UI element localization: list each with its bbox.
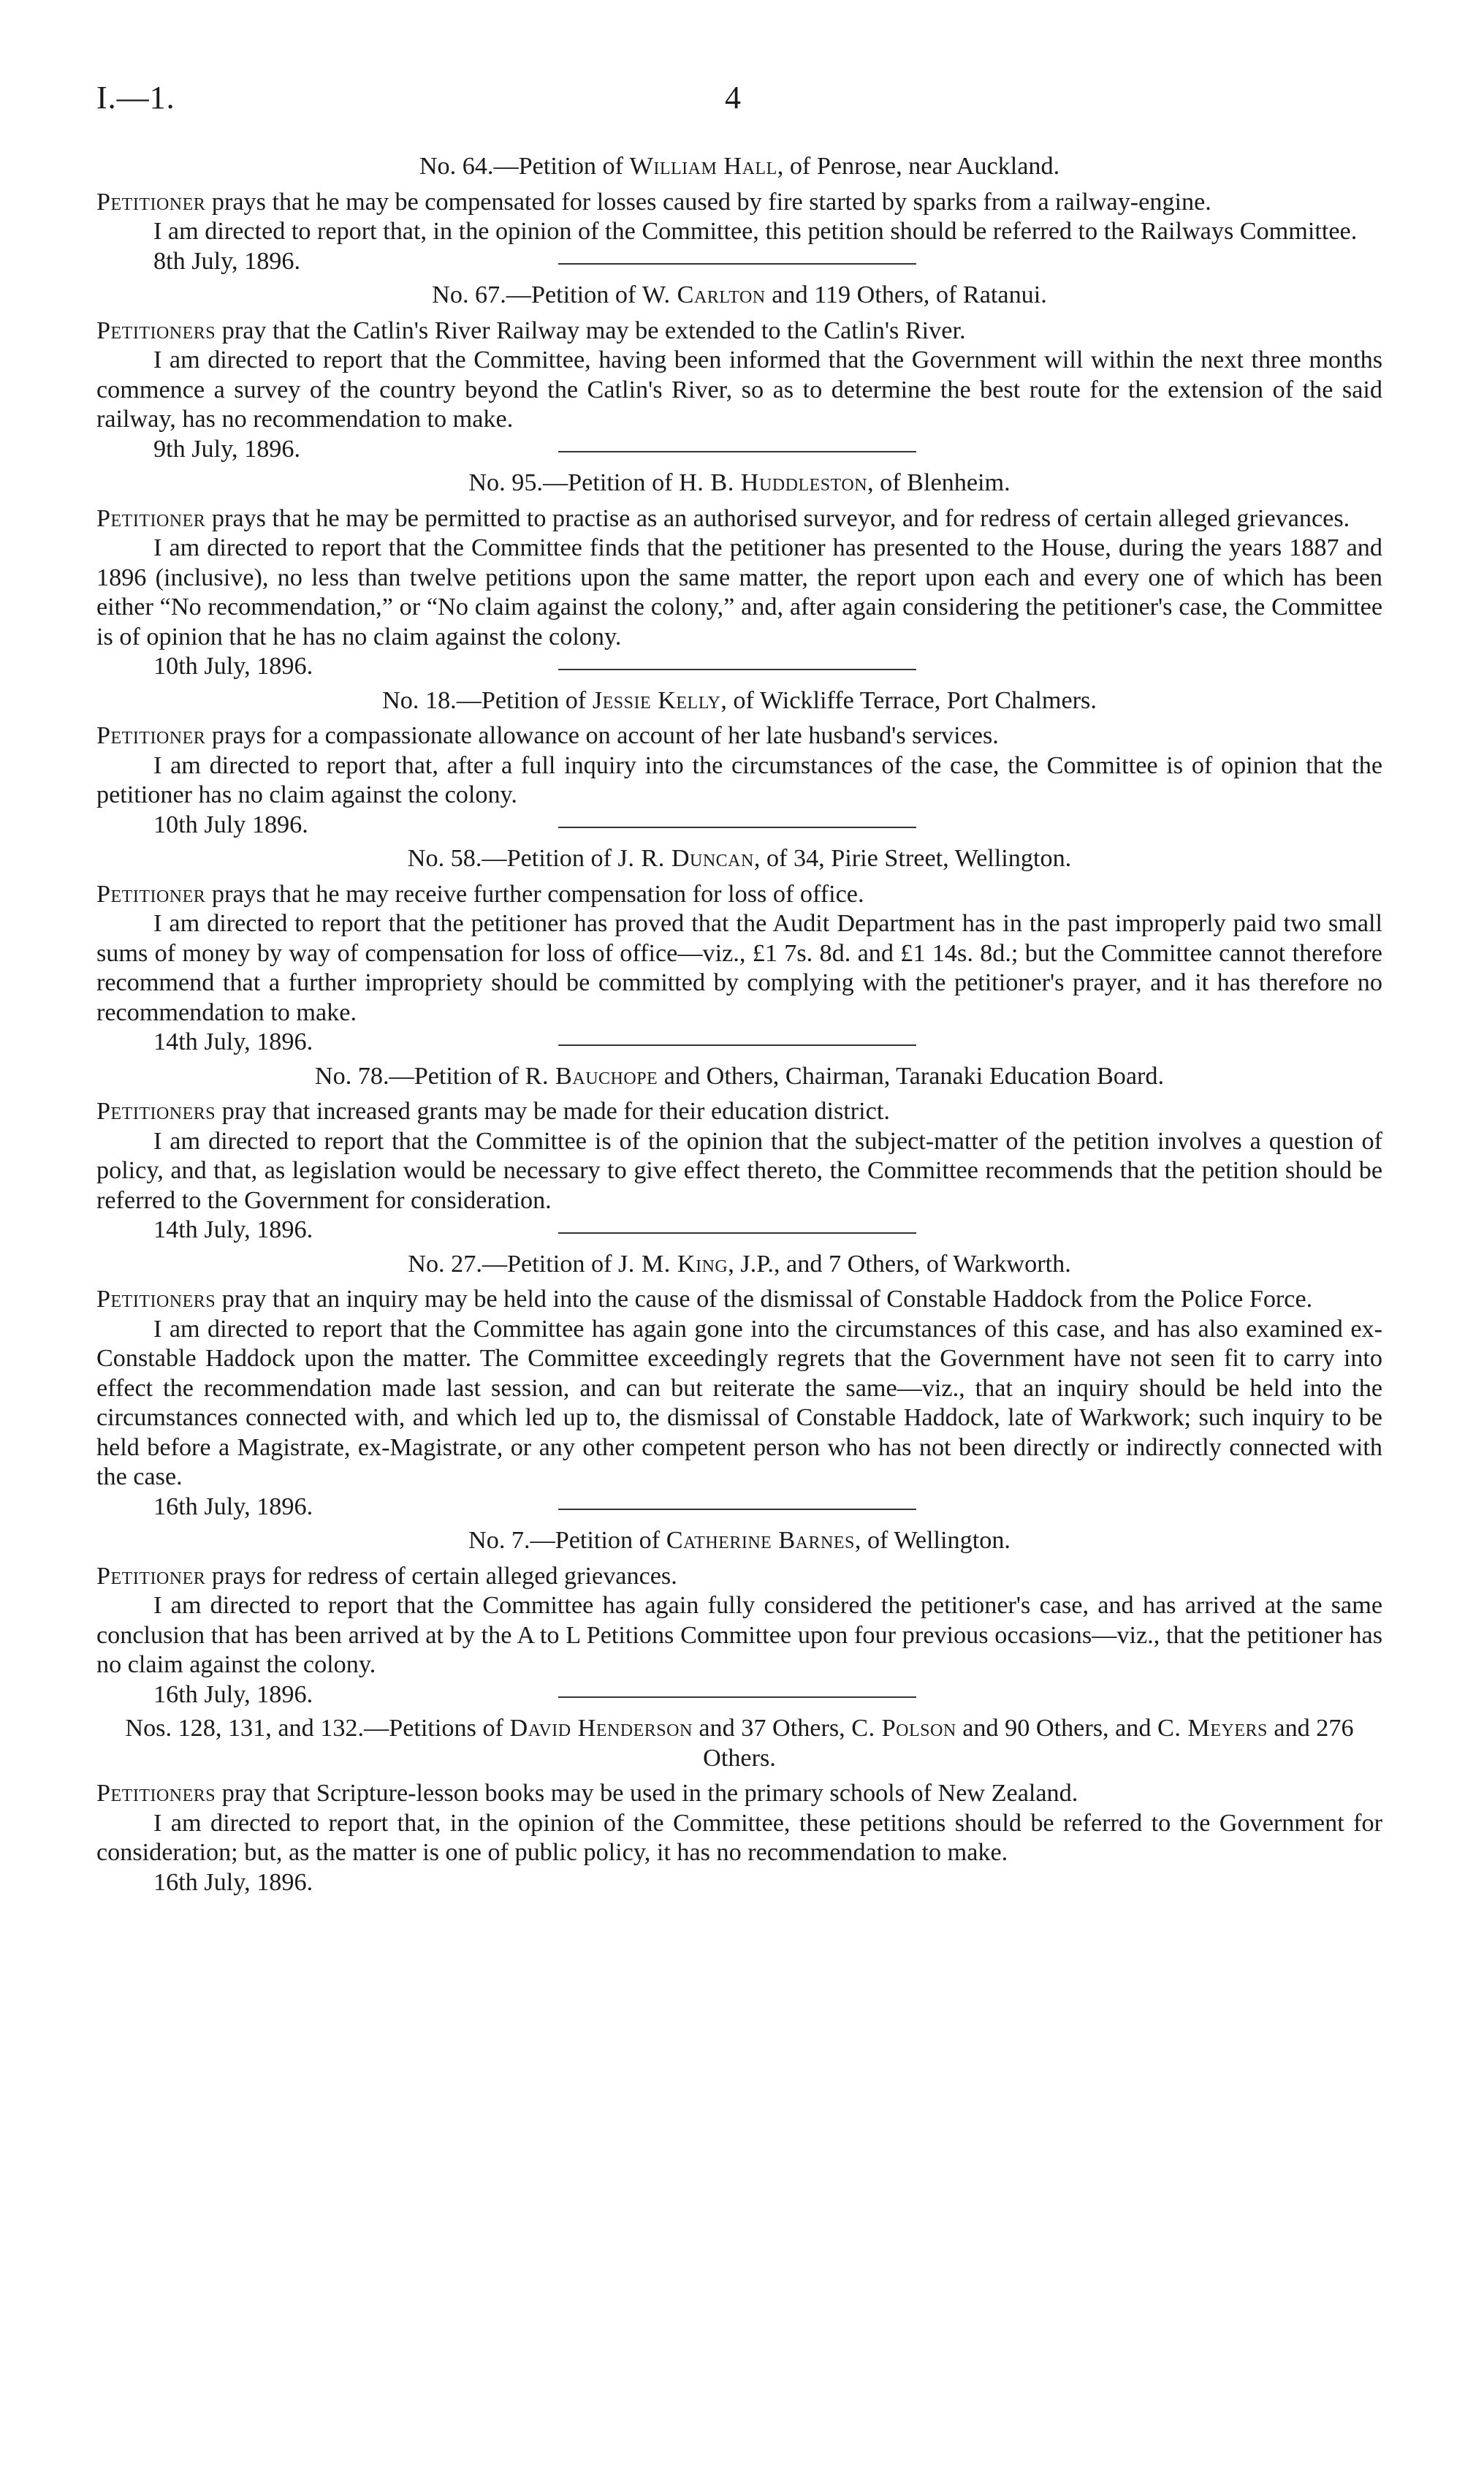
section-divider bbox=[558, 669, 916, 670]
text-fragment: No. 64.—Petition of bbox=[419, 153, 630, 180]
text-fragment: Petitioner bbox=[96, 504, 206, 532]
petition-title bbox=[96, 281, 1382, 311]
committee-report: I am directed to report that the Committee, having been informed that the Government will within the next three months commence a survey of the country beyond the Catlin's River, so as to determine the best route for the extension of the said railway, has no recommendation to make. bbox=[96, 346, 1382, 433]
petitioner-name: R. Bauchope bbox=[525, 1062, 658, 1090]
petition-entry bbox=[96, 844, 1382, 1055]
petition-title bbox=[96, 1714, 1382, 1773]
committee-report: I am directed to report that, in the opinion of the Committee, these petitions should be referred to the Government for consideration; but, as the matter is one of public policy, it has no recommendation to make. bbox=[96, 1809, 1382, 1866]
committee-report: I am directed to report that, after a full inquiry into the circumstances of the case, the Committee is of opinion that the petitioner has no claim against the colony. bbox=[96, 751, 1382, 808]
text-fragment: pray that increased grants may be made for their education district. bbox=[216, 1098, 890, 1125]
text-fragment: and 276 Others. bbox=[703, 1715, 1354, 1772]
petitioner-name: J. R. Duncan bbox=[617, 845, 754, 872]
report-date: 16th July, 1896. bbox=[153, 1868, 313, 1896]
petition-prayer bbox=[96, 721, 1382, 751]
text-fragment: Petitioners bbox=[96, 316, 216, 344]
petition-prayer bbox=[96, 316, 1382, 346]
text-fragment: , J.P., and 7 Others, of Warkworth. bbox=[728, 1250, 1071, 1278]
text-fragment: No. 78.—Petition of bbox=[314, 1062, 525, 1090]
document-body bbox=[96, 152, 1382, 1897]
petition-entry bbox=[96, 469, 1382, 680]
text-fragment: Nos. 128, 131, and 132.—Petitions of bbox=[125, 1715, 510, 1742]
petition-prayer bbox=[96, 1097, 1382, 1127]
section-divider bbox=[558, 1696, 916, 1698]
petition-entry bbox=[96, 1526, 1382, 1708]
text-fragment: Petitioners bbox=[96, 1286, 216, 1313]
text-fragment: and 119 Others, of Ratanui. bbox=[765, 281, 1047, 308]
petitioner-name: Jessie Kelly bbox=[592, 686, 721, 714]
report-date: 9th July, 1896. bbox=[153, 435, 301, 463]
committee-report: I am directed to report that the Committee is of the opinion that the subject-matter of the petition involves a question of policy, and that, as legislation would be necessary to give effect thereto, the Committee recommends that the petition should be referred to the Government for consideration. bbox=[96, 1127, 1382, 1214]
petitioner-name: H. B. Huddleston bbox=[679, 469, 868, 496]
text-fragment: prays that he may be compensated for losses caused by fire started by sparks from a railway-engine. bbox=[205, 188, 1211, 216]
page-header bbox=[96, 79, 1382, 123]
petition-entry bbox=[96, 1250, 1382, 1520]
petitioner-name: C. Meyers bbox=[1157, 1715, 1268, 1742]
petitioner-name: J. M. King bbox=[618, 1250, 728, 1278]
petition-prayer bbox=[96, 188, 1382, 218]
text-fragment: and 90 Others, and bbox=[956, 1715, 1158, 1742]
text-fragment: No. 67.—Petition of bbox=[432, 281, 642, 308]
petitioner-name: Catherine Barnes bbox=[666, 1527, 855, 1554]
text-fragment: Petitioner bbox=[96, 880, 206, 908]
petition-prayer bbox=[96, 504, 1382, 534]
report-date: 8th July, 1896. bbox=[153, 247, 301, 275]
petition-entry bbox=[96, 281, 1382, 463]
petition-entry bbox=[96, 1062, 1382, 1243]
petition-title bbox=[96, 469, 1382, 498]
text-fragment: Petitioners bbox=[96, 1098, 216, 1125]
text-fragment: and Others, Chairman, Taranaki Education Board. bbox=[658, 1062, 1165, 1090]
petition-title bbox=[96, 1062, 1382, 1092]
section-divider bbox=[558, 1044, 916, 1046]
text-fragment: pray that an inquiry may be held into the cause of the dismissal of Constable Haddock from the Police Force. bbox=[216, 1286, 1313, 1313]
text-fragment: pray that Scripture-lesson books may be used in the primary schools of New Zealand. bbox=[216, 1780, 1078, 1807]
petition-prayer bbox=[96, 880, 1382, 910]
petition-entry bbox=[96, 152, 1382, 275]
text-fragment: Petitioners bbox=[96, 1780, 216, 1807]
petitioner-name: William Hall bbox=[629, 153, 777, 180]
committee-report: I am directed to report that the Committee has again gone into the circumstances of this case, and has also examined ex-Constable Haddock upon the matter. The Committee exceedingly regrets that the Government have not seen fit to carry into effect the recommendation made last session, and can but reiterate the same—viz., that an inquiry should be held into the circumstances connected with, and which led up to, the dismissal of Constable Haddock, late of Warkwork; such inquiry to be held before a Magistrate, ex-Magistrate, or any other competent person who has not been directly or indirectly connected with the case. bbox=[96, 1315, 1382, 1490]
section-divider bbox=[558, 1232, 916, 1234]
petition-title bbox=[96, 1250, 1382, 1280]
report-date: 10th July 1896. bbox=[153, 811, 308, 838]
text-fragment: , of Wellington. bbox=[854, 1527, 1011, 1554]
text-fragment: and 37 Others, bbox=[692, 1715, 852, 1742]
text-fragment: Petitioner bbox=[96, 1562, 206, 1590]
report-date: 16th July, 1896. bbox=[153, 1493, 313, 1520]
petitioner-name: David Henderson bbox=[509, 1715, 693, 1742]
section-divider bbox=[558, 263, 916, 265]
text-fragment: No. 7.—Petition of bbox=[468, 1527, 666, 1554]
text-fragment: No. 18.—Petition of bbox=[382, 686, 593, 714]
committee-report: I am directed to report that the petitioner has proved that the Audit Department has in the past improperly paid two small sums of money by way of compensation for loss of office—viz., £1 7s. 8d. and £1 14s. 8d.; but the Committee cannot therefore recommend that a further impropriety should be committed by complying with the petitioner's prayer, and it has therefore no recommendation to make. bbox=[96, 910, 1382, 1026]
text-fragment: prays for redress of certain alleged grievances. bbox=[205, 1562, 677, 1590]
report-date: 14th July, 1896. bbox=[153, 1028, 313, 1055]
committee-report: I am directed to report that the Committee finds that the petitioner has presented to the House, during the years 1887 and 1896 (inclusive), no less than twelve petitions upon the same matter, the report upon each and every one of which has been either “No recommendation,” or “No claim against the colony,” and, after again considering the petitioner's case, the Committee is of opinion that he has no claim against the colony. bbox=[96, 534, 1382, 651]
text-fragment: , of Penrose, near Auckland. bbox=[777, 153, 1060, 180]
petition-title bbox=[96, 1526, 1382, 1556]
page-number: 4 bbox=[725, 80, 741, 115]
petition-title bbox=[96, 844, 1382, 874]
text-fragment: pray that the Catlin's River Railway may be extended to the Catlin's River. bbox=[216, 316, 966, 344]
committee-report: I am directed to report that, in the opinion of the Committee, this petition should be referred to the Railways Committee. bbox=[153, 218, 1358, 245]
text-fragment: prays that he may receive further compensation for loss of office. bbox=[205, 880, 864, 908]
text-fragment: No. 95.—Petition of bbox=[468, 469, 680, 496]
section-divider bbox=[558, 827, 916, 828]
document-reference: I.—1. bbox=[96, 80, 175, 115]
petition-prayer bbox=[96, 1562, 1382, 1592]
text-fragment: No. 58.—Petition of bbox=[407, 845, 618, 872]
petitioner-name: C. Polson bbox=[851, 1715, 956, 1742]
petition-prayer bbox=[96, 1779, 1382, 1809]
text-fragment: , of 34, Pirie Street, Wellington. bbox=[753, 845, 1072, 872]
petition-title bbox=[96, 686, 1382, 716]
text-fragment: , of Wickliffe Terrace, Port Chalmers. bbox=[720, 686, 1097, 714]
text-fragment: Petitioner bbox=[96, 722, 206, 749]
petition-entry bbox=[96, 686, 1382, 838]
text-fragment: No. 27.—Petition of bbox=[408, 1250, 618, 1278]
petition-prayer bbox=[96, 1285, 1382, 1315]
petition-entry bbox=[96, 1714, 1382, 1897]
text-fragment: , of Blenheim. bbox=[867, 469, 1011, 496]
text-fragment: Petitioner bbox=[96, 188, 206, 216]
text-fragment: prays that he may be permitted to practise as an authorised surveyor, and for redress of certain alleged grievances. bbox=[205, 504, 1350, 532]
section-divider bbox=[558, 1509, 916, 1510]
report-date: 14th July, 1896. bbox=[153, 1216, 313, 1243]
petition-title bbox=[96, 152, 1382, 182]
section-divider bbox=[558, 451, 916, 452]
petitioner-name: W. Carlton bbox=[642, 281, 766, 308]
text-fragment: prays for a compassionate allowance on account of her late husband's services. bbox=[205, 722, 999, 749]
committee-report: I am directed to report that the Committee has again fully considered the petitioner's case, and has arrived at the same conclusion that has been arrived at by the A to L Petitions Committee upon four previous occasions—viz., that the petitioner has no claim against the colony. bbox=[96, 1592, 1382, 1678]
report-date: 10th July, 1896. bbox=[153, 653, 313, 680]
report-date: 16th July, 1896. bbox=[153, 1680, 313, 1708]
